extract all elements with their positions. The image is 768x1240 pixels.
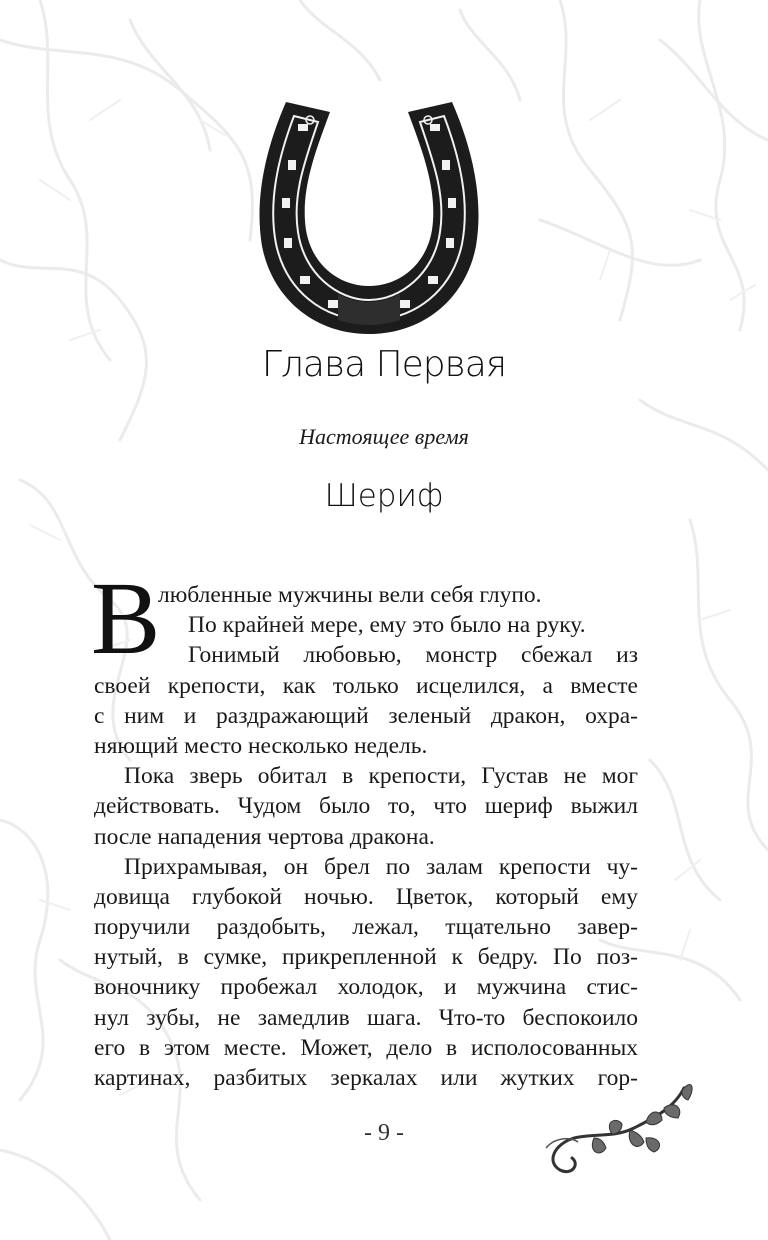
pov-heading: Шериф [324, 478, 444, 514]
vine-icon [534, 1078, 694, 1188]
text-line: няющий место несколько недель. [94, 732, 428, 759]
text-line: своей крепости, как только исцелился, а вместе [94, 672, 638, 699]
text-line: действовать. Чудом было то, что шериф выжил [94, 793, 638, 820]
text-line: поручили раздобыть, лежал, тщательно завер- [94, 914, 638, 941]
text-line: с ним и раздражающий зеленый дракон, охра- [94, 702, 638, 729]
text-line: картинах, разбитых зеркалах или жутких гор- [94, 1065, 638, 1091]
page-number: - 9 - [364, 1120, 404, 1146]
text-line: нул зубы, не замедлив шага. Что-то беспокоило [94, 1004, 638, 1031]
chapter-subtitle: Настоящее время [299, 424, 469, 449]
text-line: воночнику пробежал холодок, и мужчина стис- [94, 974, 638, 1001]
text-line: его в этом месте. Может, дело в исполосованных [94, 1034, 638, 1061]
text-line: Гонимый любовью, монстр сбежал из [188, 642, 638, 669]
text-line: после нападения чертова дракона. [94, 823, 435, 850]
text-line: По крайней мере, ему это было на руку. [188, 612, 586, 639]
body-text [91, 561, 638, 1093]
horseshoe-icon [258, 98, 480, 338]
chapter-title: Глава Первая [261, 344, 507, 385]
text-line: любленные мужчины вели себя глупо. [158, 582, 542, 608]
text-line: Пока зверь обитал в крепости, Густав не мог [124, 763, 638, 790]
text-line: довища глубокой ночью. Цветок, который ему [94, 883, 638, 910]
drop-cap: В [91, 561, 161, 676]
text-line: нутый, в сумке, прикрепленной к бедру. По поз- [94, 944, 638, 971]
text-line: Прихрамывая, он брел по залам крепости чу- [124, 853, 638, 880]
